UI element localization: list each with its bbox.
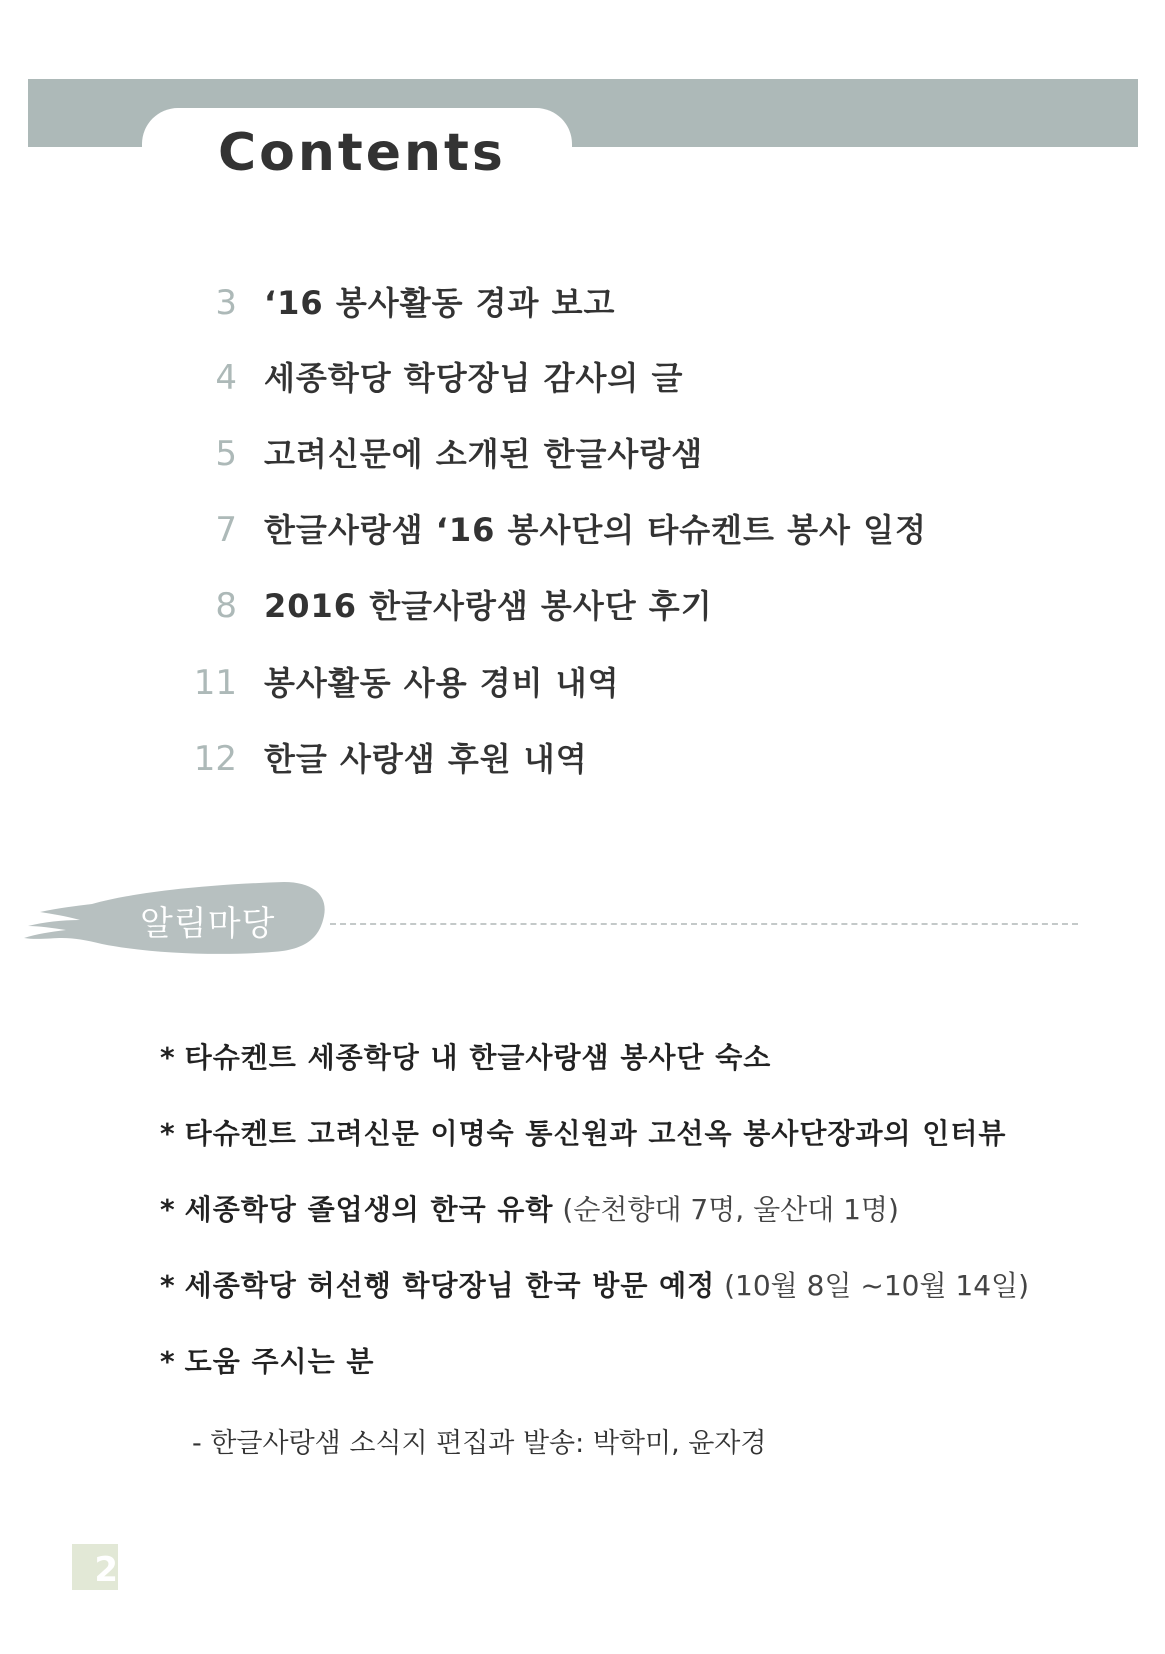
section-divider [330,923,1078,925]
bullet-marker: * [160,1041,175,1074]
toc-entry[interactable] [0,508,1165,552]
toc-entry-title: 봉사활동 사용 경비 내역 [264,664,620,702]
notice-item-text: 도움 주시는 분 [184,1345,375,1378]
toc-page-number: 8 [215,586,237,626]
toc-entry[interactable] [0,356,1165,400]
toc-page-number: 7 [215,510,237,550]
page-number: 2 [94,1550,118,1590]
toc-page-number: 12 [193,739,237,779]
toc-entry[interactable] [0,432,1165,476]
bullet-marker: * [160,1345,175,1378]
notice-sub-item: - 한글사랑샘 소식지 편집과 발송: 박학미, 윤자경 [192,1428,767,1459]
notice-item-text: 세종학당 허선행 학당장님 한국 방문 예정 [184,1269,716,1302]
toc-entry-title: 한글사랑샘 ‘16 봉사단의 타슈켄트 봉사 일정 [264,511,927,549]
toc-entry[interactable] [0,737,1165,781]
notice-item-text: 타슈켄트 고려신문 이명숙 통신원과 고선옥 봉사단장과의 인터뷰 [184,1117,1007,1150]
toc-entry[interactable] [0,281,1165,325]
notice-item-note: (순천향대 7명, 울산대 1명) [562,1193,899,1226]
toc-page-number: 4 [215,358,237,398]
notice-item-text: 타슈켄트 세종학당 내 한글사랑샘 봉사단 숙소 [184,1041,772,1074]
toc-page-number: 3 [215,283,237,323]
bullet-marker: * [160,1117,175,1150]
notice-item [160,1188,899,1232]
notice-item [160,1036,771,1080]
notice-item-note: (10월 8일 ~10월 14일) [724,1269,1030,1302]
toc-entry-title: 2016 한글사랑샘 봉사단 후기 [264,587,713,625]
toc-entry-title: 한글 사랑샘 후원 내역 [264,740,588,778]
notice-item [160,1340,374,1384]
bullet-marker: * [160,1193,175,1226]
toc-entry[interactable] [0,661,1165,705]
toc-entry[interactable] [0,584,1165,628]
notice-item [160,1264,1029,1308]
toc-entry-title: ‘16 봉사활동 경과 보고 [264,284,616,322]
toc-entry-title: 세종학당 학당장님 감사의 글 [264,359,684,397]
toc-entry-title: 고려신문에 소개된 한글사랑샘 [264,435,704,473]
notice-section-label: 알림마당 [140,904,276,944]
notice-item-text: 세종학당 졸업생의 한국 유학 [184,1193,554,1226]
page-title: Contents [218,123,506,183]
toc-page-number: 11 [193,663,237,703]
bullet-marker: * [160,1269,175,1302]
notice-item [160,1112,1006,1156]
toc-page-number: 5 [215,434,237,474]
